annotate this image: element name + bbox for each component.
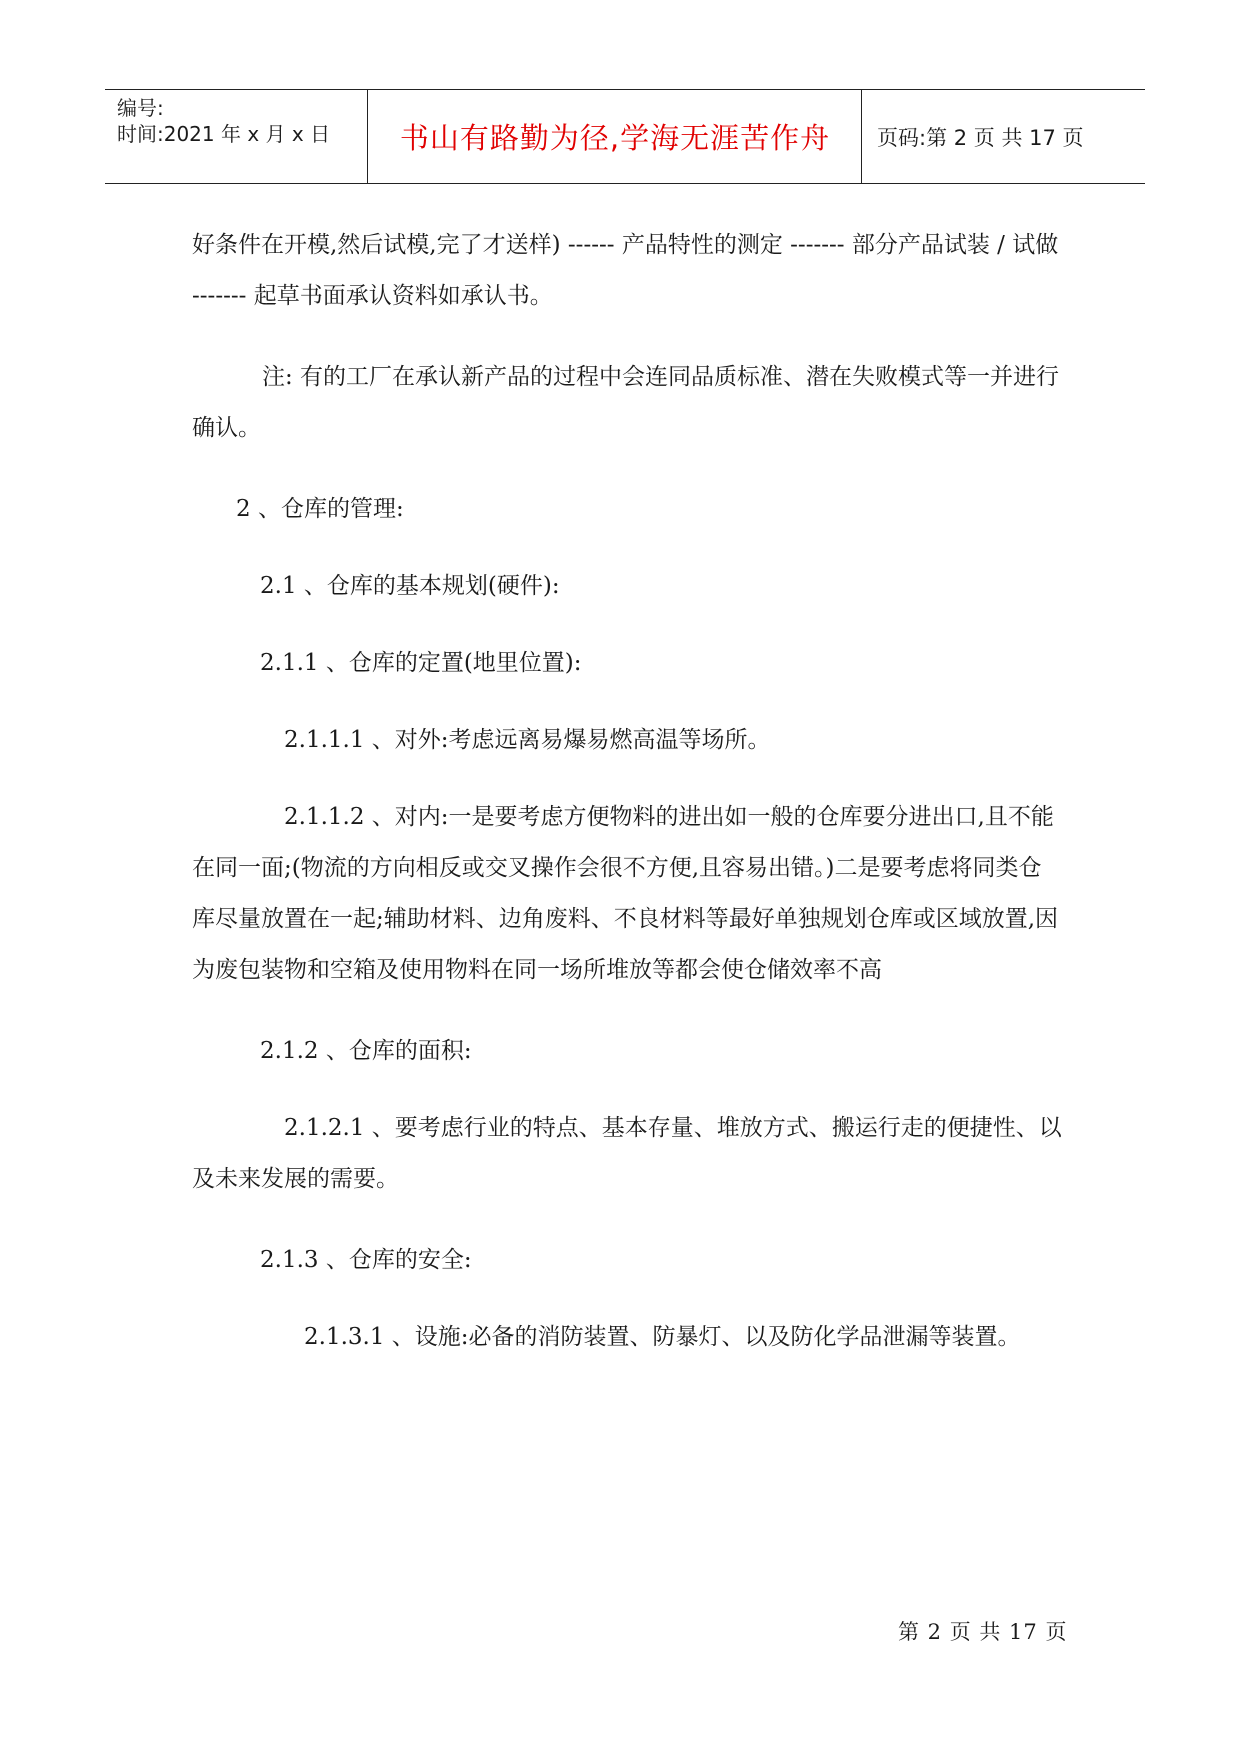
page-footer: 第 2 页 共 17 页 <box>898 1620 1068 1644</box>
heading-2-1-2: 2.1.2 、仓库的面积: <box>260 1038 472 1064</box>
serial-label: 编号: <box>117 96 164 120</box>
heading-2-1: 2.1 、仓库的基本规划(硬件): <box>260 573 560 599</box>
paragraph-2-1-1-1: 2.1.1.1 、对外:考虑远离易爆易燃高温等场所。 <box>284 727 771 753</box>
header-motto-cell <box>369 90 862 183</box>
page-code: 页码:第 2 页 共 17 页 <box>877 125 1084 150</box>
page-header <box>105 89 1145 184</box>
heading-2: 2 、仓库的管理: <box>236 496 404 522</box>
paragraph-note: 注: 有的工厂在承认新产品的过程中会连同品质标准、潜在失败模式等一并进行确认。 <box>192 364 1060 441</box>
heading-2-1-3: 2.1.3 、仓库的安全: <box>260 1247 472 1273</box>
heading-2-1-1: 2.1.1 、仓库的定置(地里位置): <box>260 650 582 676</box>
paragraph-2-1-3-1: 2.1.3.1 、设施:必备的消防装置、防暴灯、以及防化学品泄漏等装置。 <box>304 1324 1021 1350</box>
paragraph-continuation: 好条件在开模,然后试模,完了才送样) ------ 产品特性的测定 ------- 部分产品试装 / 试做 ------- 起草书面承认资料如承认书。 <box>192 232 1059 309</box>
time-label: 时间:2021 年 x 月 x 日 <box>117 122 331 146</box>
paragraph-2-1-1-2: 2.1.1.2 、对内:一是要考虑方便物料的进出如一般的仓库要分进出口,且不能在同一面;(物流的方向相反或交叉操作会很不方便,且容易出错。)二是要考虑将同类仓库尽量放置在一起;辅助材料、边角废料、不良材料等最好单独规划仓库或区域放置,因为废包装物和空箱及使用物料在同一场所堆放等都会使仓储效率不高 <box>192 804 1059 983</box>
header-page-cell <box>865 90 1145 183</box>
header-meta <box>105 90 368 183</box>
paragraph-2-1-2-1: 2.1.2.1 、要考虑行业的特点、基本存量、堆放方式、搬运行走的便捷性、以及未来发展的需要。 <box>192 1115 1062 1192</box>
motto: 书山有路勤为径,学海无涯苦作舟 <box>399 121 831 155</box>
document-body <box>192 220 1062 1393</box>
